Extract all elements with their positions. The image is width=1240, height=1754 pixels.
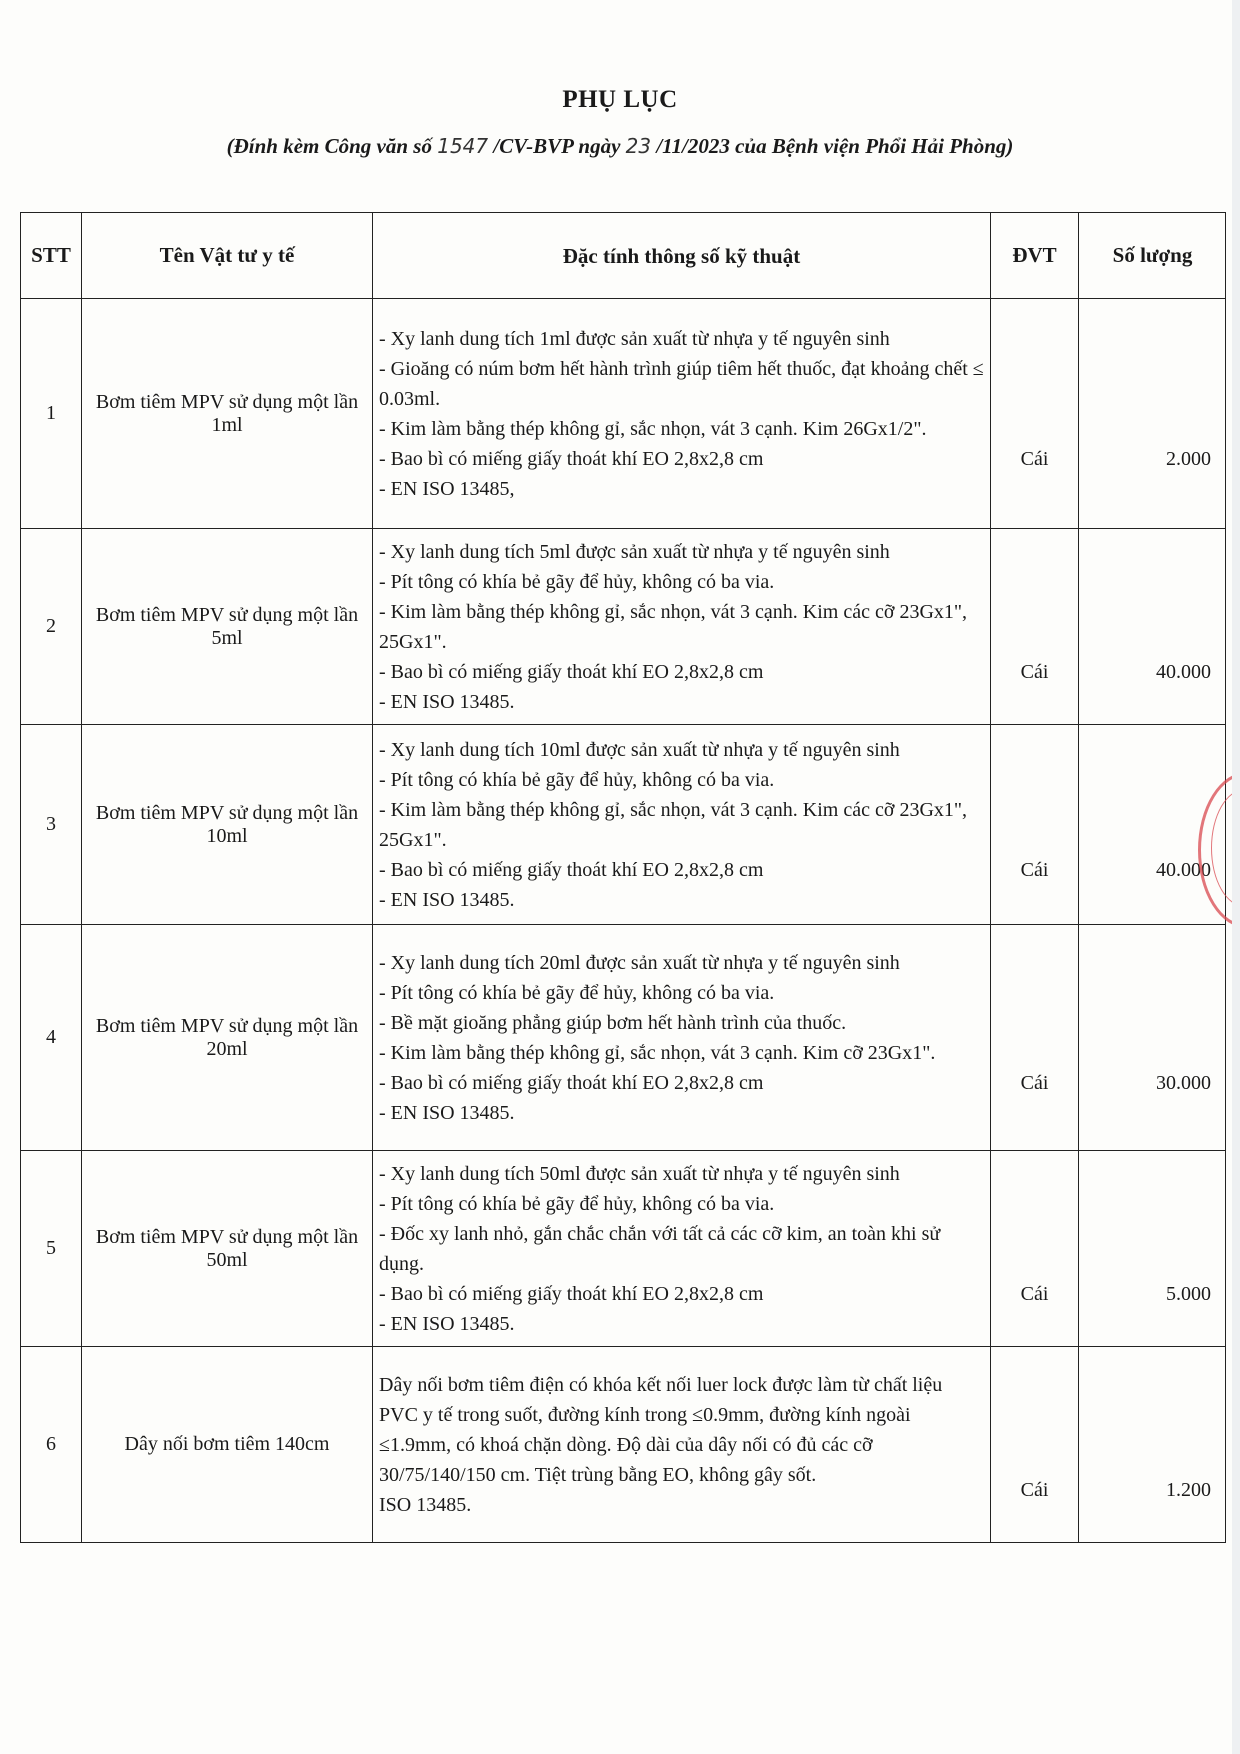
spec-line: - Xy lanh dung tích 1ml được sản xuất từ nhựa y tế nguyên sinh <box>379 327 890 350</box>
row-unit: Cái <box>991 1151 1079 1347</box>
header-spec: Đặc tính thông số kỹ thuật <box>373 213 991 299</box>
row-stt: 4 <box>21 925 82 1151</box>
row-qty: 5.000 <box>1079 1151 1226 1347</box>
spec-line: - EN ISO 13485, <box>379 477 515 500</box>
row-unit: Cái <box>991 925 1079 1151</box>
table-row <box>21 925 1226 1151</box>
spec-line: - Kim làm bằng thép không gỉ, sắc nhọn, vát 3 cạnh. Kim các cỡ 23Gx1", 25Gx1". <box>379 798 968 851</box>
row-spec <box>373 1347 991 1543</box>
spec-line: - Bao bì có miếng giấy thoát khí EO 2,8x2,8 cm <box>379 1071 764 1094</box>
spec-line: - Xy lanh dung tích 50ml được sản xuất từ nhựa y tế nguyên sinh <box>379 1162 900 1185</box>
spec-line: - Kim làm bằng thép không gỉ, sắc nhọn, vát 3 cạnh. Kim 26Gx1/2". <box>379 417 927 440</box>
row-qty: 40.000 <box>1079 725 1226 925</box>
header-unit: ĐVT <box>991 213 1079 299</box>
row-stt: 3 <box>21 725 82 925</box>
header-qty: Số lượng <box>1079 213 1226 299</box>
spec-line: - EN ISO 13485. <box>379 1312 515 1335</box>
row-name: Bơm tiêm MPV sử dụng một lần 20ml <box>82 925 373 1151</box>
subtitle-suffix: /11/2023 của Bệnh viện Phổi Hải Phòng) <box>651 134 1014 158</box>
spec-line: - Gioăng có núm bơm hết hành trình giúp tiêm hết thuốc, đạt khoảng chết ≤ 0.03ml. <box>379 357 984 410</box>
row-unit: Cái <box>991 1347 1079 1543</box>
row-unit: Cái <box>991 725 1079 925</box>
spec-line: - Kim làm bằng thép không gỉ, sắc nhọn, vát 3 cạnh. Kim cỡ 23Gx1". <box>379 1041 936 1064</box>
supplies-table <box>20 212 1226 1543</box>
spec-line: - EN ISO 13485. <box>379 888 515 911</box>
table-row <box>21 1151 1226 1347</box>
spec-line: - EN ISO 13485. <box>379 690 515 713</box>
spec-line: ISO 13485. <box>379 1493 472 1516</box>
row-unit: Cái <box>991 529 1079 725</box>
row-name: Bơm tiêm MPV sử dụng một lần 1ml <box>82 299 373 529</box>
row-spec <box>373 1151 991 1347</box>
page-subtitle <box>0 134 1240 159</box>
spec-line: - Pít tông có khía bẻ gãy để hủy, không có ba via. <box>379 768 775 791</box>
header-stt: STT <box>21 213 82 299</box>
spec-line: - Bao bì có miếng giấy thoát khí EO 2,8x2,8 cm <box>379 447 764 470</box>
row-stt: 2 <box>21 529 82 725</box>
spec-line: - EN ISO 13485. <box>379 1101 515 1124</box>
page-title: PHỤ LỤC <box>562 86 678 113</box>
row-name: Dây nối bơm tiêm 140cm <box>82 1347 373 1543</box>
table-row <box>21 529 1226 725</box>
spec-line: - Bao bì có miếng giấy thoát khí EO 2,8x2,8 cm <box>379 1282 764 1305</box>
spec-line: Dây nối bơm tiêm điện có khóa kết nối luer lock được làm từ chất liệu PVC y tế trong suốt, đường kính trong ≤0.9mm, đường kính ngoài ≤1.9mm, có khoá chặn dòng. Độ dài của dây nối có đủ các cỡ 30/75/140/150 cm. Tiệt trùng bằng EO, không gây sốt. <box>379 1373 943 1486</box>
row-qty: 2.000 <box>1079 299 1226 529</box>
spec-line: - Xy lanh dung tích 5ml được sản xuất từ nhựa y tế nguyên sinh <box>379 540 890 563</box>
row-name: Bơm tiêm MPV sử dụng một lần 5ml <box>82 529 373 725</box>
subtitle-prefix: (Đính kèm Công văn số <box>226 134 438 158</box>
row-stt: 1 <box>21 299 82 529</box>
row-spec <box>373 299 991 529</box>
scan-edge <box>1232 0 1240 1754</box>
spec-line: - Pít tông có khía bẻ gãy để hủy, không có ba via. <box>379 1192 775 1215</box>
spec-line: - Kim làm bằng thép không gỉ, sắc nhọn, vát 3 cạnh. Kim các cỡ 23Gx1", 25Gx1". <box>379 600 968 653</box>
table-row <box>21 299 1226 529</box>
header-name: Tên Vật tư y tế <box>82 213 373 299</box>
row-spec <box>373 725 991 925</box>
row-stt: 5 <box>21 1151 82 1347</box>
table-header-row <box>21 213 1226 299</box>
row-spec <box>373 925 991 1151</box>
row-name: Bơm tiêm MPV sử dụng một lần 10ml <box>82 725 373 925</box>
spec-line: - Pít tông có khía bẻ gãy để hủy, không có ba via. <box>379 981 775 1004</box>
spec-line: - Bao bì có miếng giấy thoát khí EO 2,8x2,8 cm <box>379 858 764 881</box>
row-qty: 1.200 <box>1079 1347 1226 1543</box>
handwritten-day: 23 <box>625 134 652 158</box>
row-stt: 6 <box>21 1347 82 1543</box>
row-unit: Cái <box>991 299 1079 529</box>
spec-line: - Xy lanh dung tích 10ml được sản xuất từ nhựa y tế nguyên sinh <box>379 738 900 761</box>
table-row <box>21 725 1226 925</box>
table-row <box>21 1347 1226 1543</box>
spec-line: - Pít tông có khía bẻ gãy để hủy, không có ba via. <box>379 570 775 593</box>
spec-line: - Bề mặt gioăng phẳng giúp bơm hết hành trình của thuốc. <box>379 1011 847 1034</box>
row-name: Bơm tiêm MPV sử dụng một lần 50ml <box>82 1151 373 1347</box>
spec-line: - Xy lanh dung tích 20ml được sản xuất từ nhựa y tế nguyên sinh <box>379 951 900 974</box>
row-qty: 30.000 <box>1079 925 1226 1151</box>
subtitle-mid: /CV-BVP ngày <box>488 134 626 158</box>
spec-line: - Bao bì có miếng giấy thoát khí EO 2,8x2,8 cm <box>379 660 764 683</box>
handwritten-document-number: 1547 <box>437 134 489 158</box>
row-spec <box>373 529 991 725</box>
spec-line: - Đốc xy lanh nhỏ, gắn chắc chắn với tất cả các cỡ kim, an toàn khi sử dụng. <box>379 1222 941 1275</box>
row-qty: 40.000 <box>1079 529 1226 725</box>
